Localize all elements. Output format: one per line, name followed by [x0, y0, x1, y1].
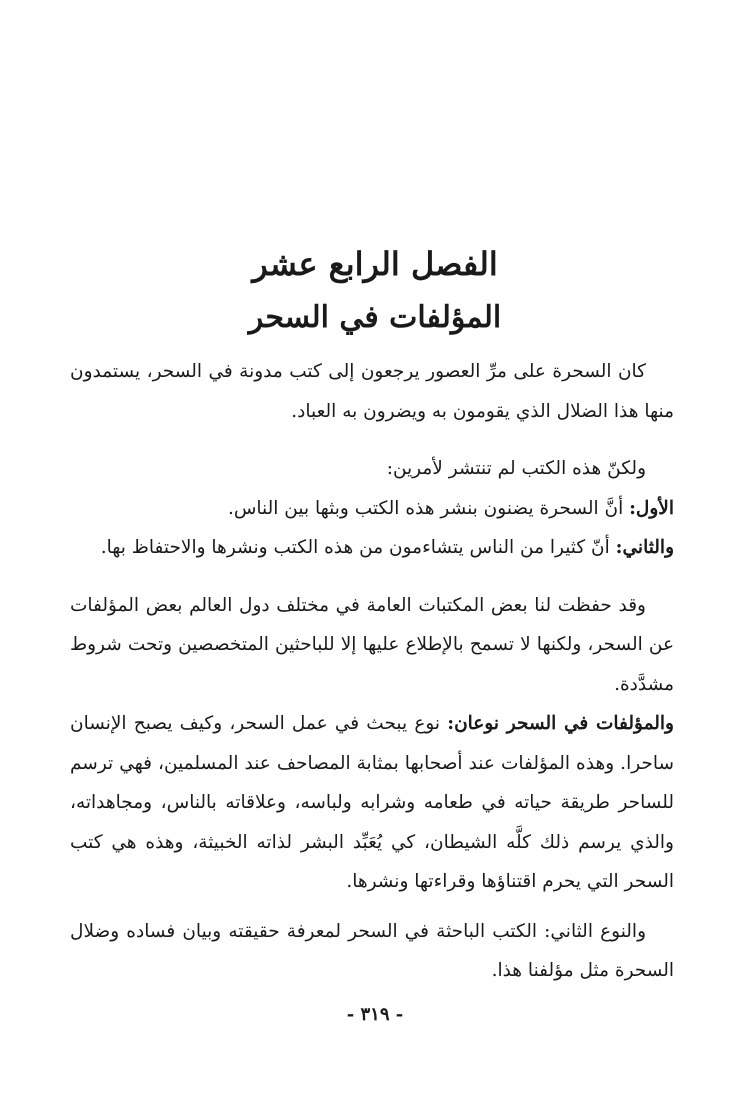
second-reason-label: والثاني:: [615, 537, 674, 558]
paragraph-first-reason: [70, 489, 674, 529]
first-reason-label: الأول:: [629, 497, 674, 519]
types-text: نوع يبحث في عمل السحر، وكيف يصبح الإنسان ساحرا. وهذه المؤلفات عند أصحابها بمثابة المصاحف عند المسلمين، فهي ترسم للساحر طريقة حياته في طعامه وشرابه ولباسه، وعلاقاته بالناس، ومجاهداته، والذي يرسم ذلك كلَّه الشيطان، كي يُعَبِّد البشر لذاته الخبيثة، وهذه هي كتب السحر التي يحرم اقتناؤها وقراءتها ونشرها.: [70, 713, 674, 892]
paragraph-second-reason: [70, 528, 674, 568]
page-number: - ٣١٩ -: [346, 1004, 404, 1025]
chapter-subtitle: المؤلفات في السحر: [248, 300, 502, 335]
paragraph-intro: كان السحرة على مرِّ العصور يرجعون إلى كتب مدونة في السحر، يستمدون منها هذا الضلال الذي يقومون به ويضرون به العباد.: [70, 361, 674, 422]
types-label: والمؤلفات في السحر نوعان:: [447, 713, 674, 734]
paragraph-two-reasons: ولكنّ هذه الكتب لم تنتشر لأمرين:: [386, 458, 646, 479]
first-reason-text: أنَّ السحرة يضنون بنشر هذه الكتب وبثها بين الناس.: [227, 497, 630, 519]
second-reason-text: أنّ كثيرا من الناس يتشاءمون من هذه الكتب ونشرها والاحتفاظ بها.: [100, 537, 616, 558]
chapter-title: الفصل الرابع عشر: [252, 245, 498, 283]
body-text: [70, 352, 674, 991]
paragraph-libraries: وقد حفظت لنا بعض المكتبات العامة في مختلف دول العالم بعض المؤلفات عن السحر، ولكنها لا تسمح بالإطلاع عليها إلا للباحثين المتخصصين وتحت شروط مشدَّدة.: [70, 594, 674, 695]
paragraph-second-type: والنوع الثاني: الكتب الباحثة في السحر لمعرفة حقيقته وبيان فساده وضلال السحرة مثل مؤلفنا هذا.: [70, 920, 674, 981]
paragraph-types: [70, 704, 674, 902]
